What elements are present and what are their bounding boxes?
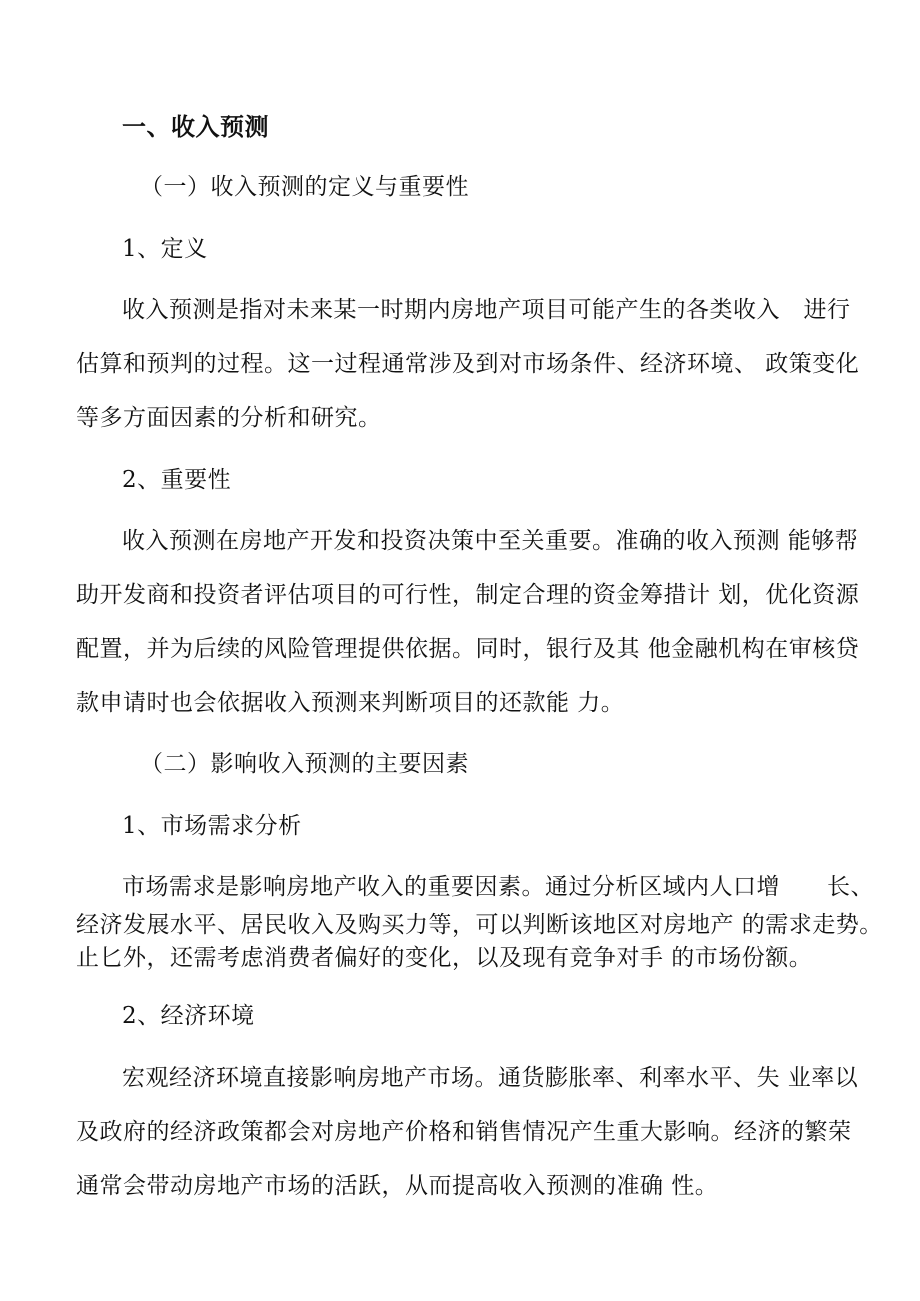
subsection-title: 2、经济环境	[122, 1003, 255, 1029]
paragraph-line: 收入预测是指对未来某一时期内房地产项目可能产生的各类收入 进行	[122, 297, 851, 323]
paragraph-line: 收入预测在房地产开发和投资决策中至关重要。准确的收入预测 能够帮	[122, 528, 859, 554]
paragraph-line: 经济发展水平、居民收入及购买力等，可以判断该地区对房地产 的需求走势。	[76, 912, 883, 938]
section-title: （一）收入预测的定义与重要性	[140, 174, 469, 200]
subsection-title: 1、市场需求分析	[122, 813, 302, 839]
paragraph-line: 款申请时也会依据收入预测来判断项目的还款能 力。	[76, 690, 625, 716]
subsection-title: 2、重要性	[122, 467, 232, 493]
section-title: （二）影响收入预测的主要因素	[140, 751, 469, 777]
subsection-title: 1、定义	[122, 236, 208, 262]
paragraph-line: 及政府的经济政策都会对房地产价格和销售情况产生重大影响。经济的繁荣	[76, 1119, 852, 1145]
paragraph-line: 通常会带动房地产市场的活跃，从而提高收入预测的准确 性。	[76, 1173, 719, 1199]
paragraph-line: 估算和预判的过程。这一过程通常涉及到对市场条件、经济环境、 政策变化	[76, 351, 860, 377]
page-heading: 一、收入预测	[122, 113, 269, 141]
paragraph-line: 配置，并为后续的风险管理提供依据。同时，银行及其 他金融机构在审核贷	[76, 636, 860, 662]
paragraph-line: 宏观经济环境直接影响房地产市场。通货膨胀率、利率水平、失 业率以	[122, 1065, 859, 1091]
paragraph-line: 市场需求是影响房地产收入的重要因素。通过分析区域内人口增 长、	[122, 874, 874, 900]
paragraph-line: 助开发商和投资者评估项目的可行性，制定合理的资金筹措计 划，优化资源	[76, 582, 860, 608]
paragraph-line: 止匕外，还需考虑消费者偏好的变化，以及现有竞争对手 的市场份额。	[76, 945, 813, 971]
paragraph-line: 等多方面因素的分析和研究。	[76, 405, 382, 431]
